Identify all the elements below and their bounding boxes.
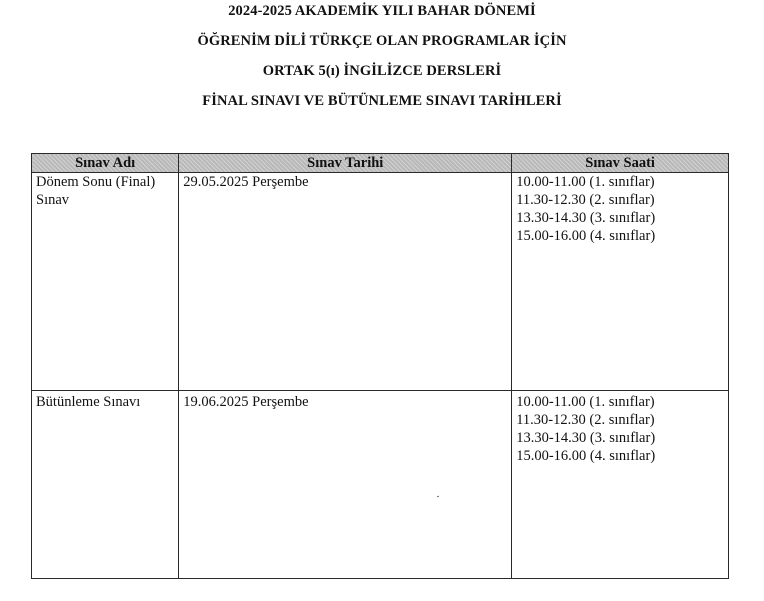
time-slot: 15.00-16.00 (4. sınıflar) bbox=[516, 448, 656, 464]
document-title-line-4: FİNAL SINAVI VE BÜTÜNLEME SINAVI TARİHLERİ bbox=[202, 93, 562, 109]
exam-time-cell bbox=[512, 173, 729, 391]
document-title-line-3: ORTAK 5(ı) İNGİLİZCE DERSLERİ bbox=[262, 63, 502, 79]
time-slot: 13.30-14.30 (3. sınıflar) bbox=[516, 210, 656, 226]
time-slot: 15.00-16.00 (4. sınıflar) bbox=[516, 228, 656, 244]
time-slot: 10.00-11.00 (1. sınıflar) bbox=[516, 174, 655, 190]
exam-date-cell: 29.05.2025 Perşembe bbox=[179, 173, 512, 391]
column-header-exam-name: Sınav Adı bbox=[32, 154, 179, 173]
exam-name-cell: Dönem Sonu (Final) Sınav bbox=[32, 173, 179, 391]
table-row-makeup-exam bbox=[32, 391, 729, 579]
time-slot: 10.00-11.00 (1. sınıflar) bbox=[516, 394, 655, 410]
document-title-line-2: ÖĞRENİM DİLİ TÜRKÇE OLAN PROGRAMLAR İÇİN bbox=[197, 33, 567, 49]
time-slot: 11.30-12.30 (2. sınıflar) bbox=[516, 412, 655, 428]
exam-name-cell: Bütünleme Sınavı bbox=[32, 391, 179, 579]
column-header-exam-time: Sınav Saati bbox=[512, 154, 729, 173]
table-row-final-exam bbox=[32, 173, 729, 391]
document-title-line-1: 2024-2025 AKADEMİK YILI BAHAR DÖNEMİ bbox=[228, 3, 536, 19]
time-slot: 13.30-14.30 (3. sınıflar) bbox=[516, 430, 656, 446]
column-header-exam-date: Sınav Tarihi bbox=[179, 154, 512, 173]
exam-time-cell bbox=[512, 391, 729, 579]
time-slot: 11.30-12.30 (2. sınıflar) bbox=[516, 192, 655, 208]
exam-schedule-table bbox=[31, 153, 729, 579]
table-header-row bbox=[32, 154, 729, 173]
exam-date-cell: 19.06.2025 Perşembe bbox=[179, 391, 512, 579]
